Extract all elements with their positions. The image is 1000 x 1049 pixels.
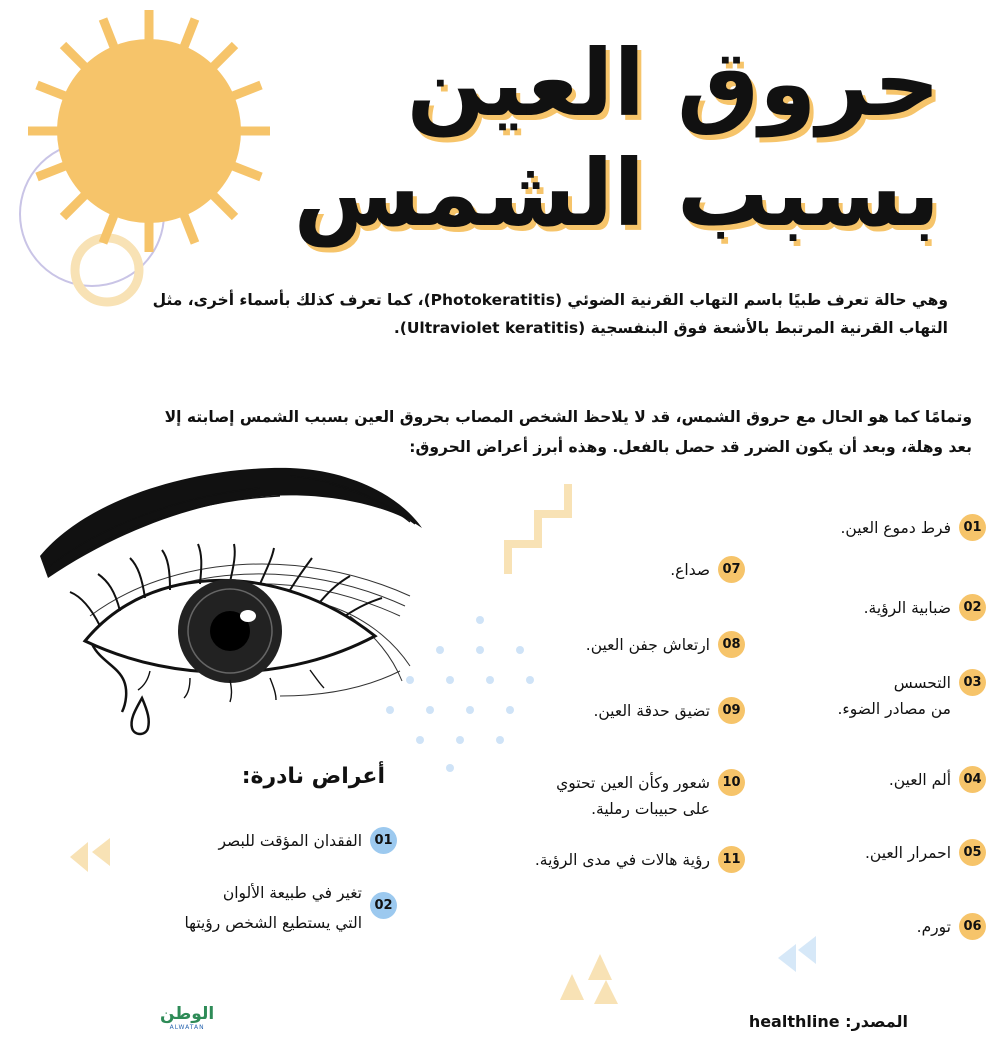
symptom-text: رؤية هالات في مدى الرؤية. <box>534 851 710 869</box>
dot-pattern <box>380 610 540 780</box>
sun-illustration <box>0 0 300 320</box>
symptom-01 <box>840 515 986 541</box>
yellow-ring <box>75 238 139 302</box>
symptom-number: 04 <box>959 766 986 793</box>
symptom-number: 09 <box>718 697 745 724</box>
logo-subtext: ALWATAN <box>169 1024 205 1031</box>
zigzag-decoration <box>478 474 578 584</box>
symptom-text: شعور وكأن العين تحتوي على حبيبات رملية. <box>556 774 710 818</box>
symptom-number: 01 <box>959 514 986 541</box>
symptom-number: 08 <box>718 631 745 658</box>
symptom-text: تضيق حدقة العين. <box>593 702 710 720</box>
symptom-03 <box>837 670 986 722</box>
sun-disc <box>57 39 241 223</box>
symptom-07 <box>670 557 745 583</box>
symptom-number: 10 <box>718 769 745 796</box>
symptom-text: تورم. <box>916 918 951 936</box>
symptom-10 <box>556 770 745 822</box>
eyebrow <box>40 468 422 578</box>
lead-paragraph <box>52 402 972 462</box>
symptom-text: ألم العين. <box>888 771 951 789</box>
symptom-text: فرط دموع العين. <box>840 519 951 537</box>
symptom-number: 03 <box>959 669 986 696</box>
symptom-text: احمرار العين. <box>864 844 951 862</box>
symptom-08 <box>586 632 745 658</box>
title-line-2: بسبب الشمس <box>293 140 940 247</box>
symptom-number: 11 <box>718 846 745 873</box>
source-credit: المصدر: healthline <box>748 1012 908 1031</box>
symptom-number: 07 <box>718 556 745 583</box>
symptom-text: صداع. <box>670 561 710 579</box>
intro-line-2: التهاب القرنية المرتبط بالأشعة فوق البنفسجية (Ultraviolet keratitis). <box>393 319 948 337</box>
rare-symptom-text: الفقدان المؤقت للبصر <box>218 832 362 850</box>
rare-symptom-number: 01 <box>370 827 397 854</box>
triangle-decoration-left <box>64 832 124 882</box>
logo-text: الوطن <box>160 1004 215 1024</box>
symptom-04 <box>889 767 986 793</box>
symptom-06 <box>917 914 986 940</box>
eye-illustration <box>30 466 430 756</box>
lead-line-1: وتمامًا كما هو الحال مع حروق الشمس، قد لا يلاحظ الشخص المصاب بحروق العين بسبب الشمس إصابته إلا <box>164 408 972 426</box>
symptom-05 <box>865 840 986 866</box>
symptom-text: التحسس من مصادر الضوء. <box>837 674 951 718</box>
tear-drop <box>131 698 148 734</box>
rare-symptoms-title: أعراض نادرة: <box>241 764 385 789</box>
symptom-number: 05 <box>959 839 986 866</box>
symptom-11 <box>535 847 745 873</box>
symptom-text: ضبابية الرؤية. <box>863 599 951 617</box>
symptom-number: 06 <box>959 913 986 940</box>
symptom-02 <box>864 595 986 621</box>
lead-line-2: بعد وهلة، وبعد أن يكون الضرر قد حصل بالفعل. وهذه أبرز أعراض الحروق: <box>409 438 972 456</box>
rare-symptom-text: تغير في طبيعة الألوان التي يستطيع الشخص رؤيتها <box>184 884 362 932</box>
triangle-decoration-bottom <box>554 930 634 1010</box>
rare-symptom-02 <box>184 878 397 938</box>
title-line-1: حروق العين <box>406 30 940 137</box>
triangle-decoration-blue <box>774 928 834 978</box>
intro-line-1: وهي حالة تعرف طبيًا باسم التهاب القرنية الضوئي (Photokeratitis)، كما تعرف كذلك بأسماء أخرى، مثل <box>152 291 948 309</box>
intro-paragraph <box>148 286 948 342</box>
rare-symptom-number: 02 <box>370 892 397 919</box>
rare-symptom-01 <box>218 828 397 854</box>
alwatan-logo <box>160 1004 214 1031</box>
symptom-text: ارتعاش جفن العين. <box>585 636 710 654</box>
symptom-number: 02 <box>959 594 986 621</box>
symptom-09 <box>593 698 745 724</box>
eye-highlight <box>240 610 256 622</box>
